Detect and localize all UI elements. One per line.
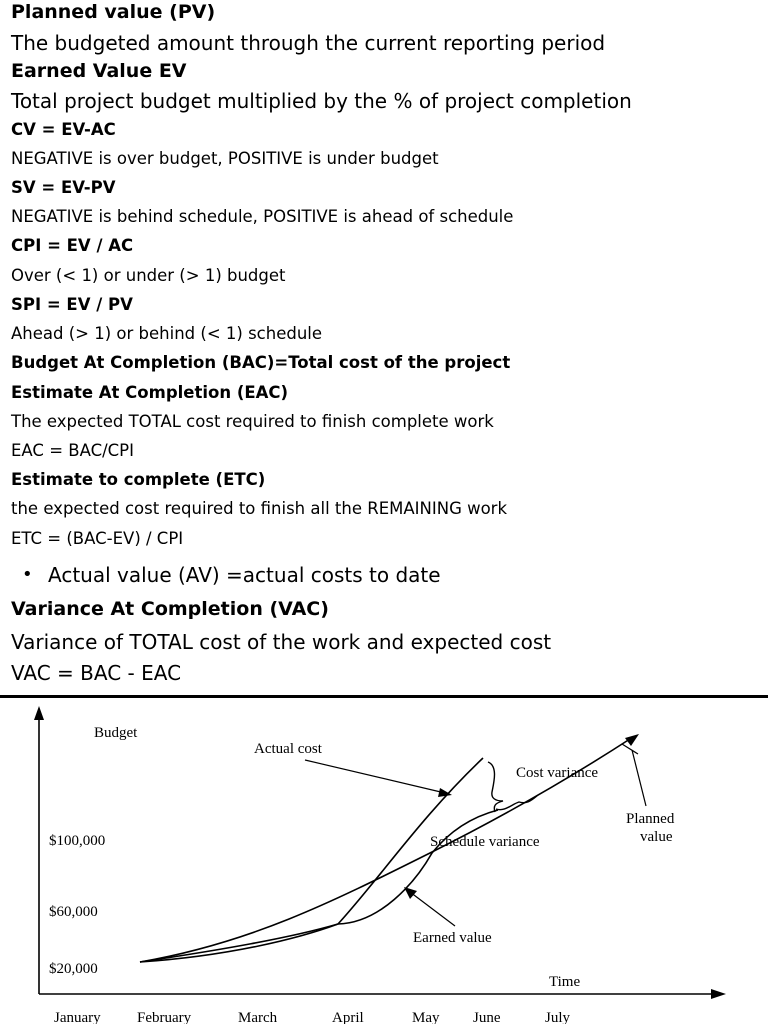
spi-definition: Ahead (> 1) or behind (< 1) schedule xyxy=(11,324,323,343)
etc-heading: Estimate to complete (ETC) xyxy=(11,470,266,489)
schedule-variance-annotation: Schedule variance xyxy=(430,834,540,850)
x-tick-label: March xyxy=(238,1010,278,1024)
vac-definition: Variance of TOTAL cost of the work and expected cost xyxy=(11,630,552,654)
actual-cost-pointer xyxy=(305,760,445,793)
av-bullet-text: Actual value (AV) =actual costs to date xyxy=(48,563,441,587)
spi-formula: SPI = EV / PV xyxy=(11,295,133,314)
earned-value-pointer-arrowhead xyxy=(404,887,417,899)
y-tick-label: $20,000 xyxy=(49,961,98,977)
y-axis-title: Budget xyxy=(94,725,138,741)
earned-value-annotation: Earned value xyxy=(413,930,492,946)
x-tick-label: July xyxy=(545,1010,571,1024)
earned-value-pointer xyxy=(410,892,455,926)
etc-formula: ETC = (BAC-EV) / CPI xyxy=(11,529,184,548)
cost-variance-brace xyxy=(488,762,503,812)
y-tick-label: $60,000 xyxy=(49,904,98,920)
planned-value-label-line2: value xyxy=(640,829,673,845)
x-tick-label: June xyxy=(473,1010,501,1024)
eac-formula: EAC = BAC/CPI xyxy=(11,441,134,460)
cpi-definition: Over (< 1) or under (> 1) budget xyxy=(11,266,286,285)
cpi-formula: CPI = EV / AC xyxy=(11,236,134,255)
sv-definition: NEGATIVE is behind schedule, POSITIVE is ahead of schedule xyxy=(11,207,514,226)
cv-formula: CV = EV-AC xyxy=(11,120,116,139)
cost-variance-annotation: Cost variance xyxy=(516,765,599,781)
planned-value-arrowhead xyxy=(625,734,639,746)
sv-formula: SV = EV-PV xyxy=(11,178,116,197)
actual-cost-annotation: Actual cost xyxy=(254,741,322,757)
cv-definition: NEGATIVE is over budget, POSITIVE is under budget xyxy=(11,149,439,168)
pv-definition: The budgeted amount through the current reporting period xyxy=(11,31,606,55)
x-tick-label: February xyxy=(137,1010,192,1024)
x-axis-title: Time xyxy=(549,974,581,990)
y-axis-arrowhead xyxy=(34,706,44,720)
y-tick-label: $100,000 xyxy=(49,833,106,849)
ev-definition: Total project budget multiplied by the % of project completion xyxy=(11,89,632,113)
x-tick-label: April xyxy=(332,1010,364,1024)
eac-heading: Estimate At Completion (EAC) xyxy=(11,383,289,402)
bac-heading: Budget At Completion (BAC)=Total cost of the project xyxy=(11,353,511,372)
eac-definition: The expected TOTAL cost required to finish complete work xyxy=(11,412,494,431)
bullet-dot: • xyxy=(22,564,33,585)
planned-value-pointer xyxy=(622,744,638,754)
x-axis-arrowhead xyxy=(711,989,726,999)
etc-definition: the expected cost required to finish all the REMAINING work xyxy=(11,499,508,518)
x-tick-label: May xyxy=(412,1010,440,1024)
x-tick-label: January xyxy=(54,1010,101,1024)
earned-value-chart xyxy=(0,698,768,1024)
vac-heading: Variance At Completion (VAC) xyxy=(11,598,329,620)
planned-value-label-pointer xyxy=(632,750,646,806)
vac-formula: VAC = BAC - EAC xyxy=(11,661,182,685)
pv-heading: Planned value (PV) xyxy=(11,1,216,23)
ev-heading: Earned Value EV xyxy=(11,60,187,82)
planned-value-label-line1: Planned xyxy=(626,811,675,827)
